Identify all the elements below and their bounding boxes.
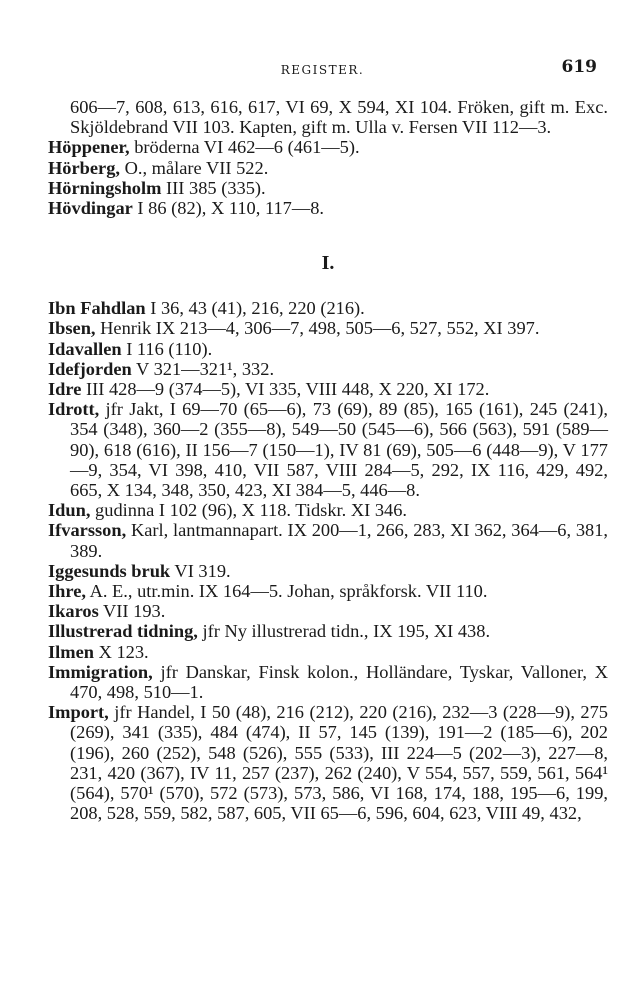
index-entry (48, 702, 608, 823)
index-term: Idre (48, 379, 82, 400)
index-references: VII 193. (98, 601, 166, 622)
index-term: Iggesunds bruk (48, 560, 171, 581)
index-references: VI 319. (170, 560, 231, 581)
index-entry (48, 137, 608, 157)
index-entry (48, 158, 608, 178)
index-entry (48, 642, 608, 662)
index-references: Karl, lantmannapart. IX 200—1, 266, 283, XI 362, 364—6, 381, 389. (70, 520, 608, 561)
index-entry (48, 339, 608, 359)
index-term: Immigration, (48, 661, 153, 682)
entries-section-i (48, 298, 608, 823)
index-entry (48, 662, 608, 702)
page-header (48, 57, 597, 85)
index-references: gudinna I 102 (96), X 118. Tidskr. XI 346. (90, 500, 408, 521)
index-term: Import, (48, 702, 109, 723)
index-term: Hörningsholm (48, 177, 162, 198)
index-references: I 116 (110). (121, 338, 213, 359)
index-entry (48, 581, 608, 601)
index-references: X 123. (93, 641, 149, 662)
index-term: Hörberg, (48, 157, 121, 178)
index-references: III 385 (335). (161, 177, 266, 198)
index-references: III 428—9 (374—5), VI 335, VIII 448, X 220, XI 172. (81, 379, 490, 400)
index-term: Ifvarsson, (48, 520, 127, 541)
page-number: 619 (561, 57, 597, 77)
index-references: O., målare VII 522. (120, 157, 269, 178)
index-term: Illustrerad tidning, (48, 621, 198, 642)
index-entry (48, 379, 608, 399)
index-references: jfr Ny illustrerad tidn., IX 195, XI 438. (197, 621, 491, 642)
index-term: Höppener, (48, 137, 130, 158)
index-entry (48, 198, 608, 218)
index-references: I 86 (82), X 110, 117—8. (132, 198, 325, 219)
index-term: Ikaros (48, 601, 99, 622)
index-term: Idrott, (48, 399, 100, 420)
index-references: I 36, 43 (41), 216, 220 (216). (145, 298, 365, 319)
entries-before-section (48, 97, 608, 218)
index-references: jfr Danskar, Finsk kolon., Holländare, Tyskar, Valloner, X 470, 498, 510—1. (70, 661, 608, 703)
index-entry (48, 359, 608, 379)
index-entry (48, 621, 608, 641)
index-entry (48, 601, 608, 621)
index-term: Idavallen (48, 338, 122, 359)
index-references: jfr Handel, I 50 (48), 216 (212), 220 (216), 232—3 (228—9), 275 (269), 341 (335), 484 (474), II 57, 145 (139), 191—2 (185—6), 202 (196), 260 (252), 548 (526), 555 (533), III 224—5 (202—3), 227—8, 231, 420 (367), IV 11, 257 (237), 262 (240), V 554, 557, 559, 561, 564¹ (564), 570¹ (570), 572 (573), 573, 586, VI 168, 174, 188, 195—6, 199, 208, 528, 559, 582, 587, 605, VII 65—6, 596, 604, 623, VIII 49, 432, (70, 702, 608, 824)
index-term: Ilmen (48, 641, 94, 662)
index-term: Idefjorden (48, 358, 132, 379)
index-entry (48, 97, 608, 137)
index-term: Ibsen, (48, 318, 96, 339)
index-references: jfr Jakt, I 69—70 (65—6), 73 (69), 89 (85), 165 (161), 245 (241), 354 (348), 360—2 (355—8), 549—50 (545—6), 566 (563), 591 (589—90), 618 (616), II 156—7 (150—1), IV 81 (69), 505—6 (448—9), V 177—9, 354, VI 398, 410, VII 587, VIII 284—5, 292, IX 116, 429, 492, 665, X 134, 348, 350, 423, XI 384—5, 446—8. (70, 399, 608, 501)
index-entry (48, 520, 608, 560)
index-references: 606—7, 608, 613, 616, 617, VI 69, X 594, XI 104. Fröken, gift m. Exc. Skjöldebrand VII 103. Kapten, gift m. Ulla v. Fersen VII 112—3. (70, 97, 608, 138)
index-entry (48, 561, 608, 581)
index-term: Idun, (48, 500, 91, 521)
index-entry (48, 178, 608, 198)
index-references: V 321—321¹, 332. (131, 358, 275, 379)
index-entry (48, 399, 608, 500)
index-entry (48, 318, 608, 338)
section-letter-heading: I. (321, 252, 335, 275)
index-term: Ibn Fahdlan (48, 298, 146, 319)
register-index (48, 97, 608, 824)
index-references: bröderna VI 462—6 (461—5). (129, 137, 360, 158)
index-term: Ihre, (48, 581, 86, 602)
running-title: REGISTER. (280, 63, 365, 77)
index-entry (48, 298, 608, 318)
index-term: Hövdingar (48, 198, 133, 219)
index-entry (48, 500, 608, 520)
index-references: Henrik IX 213—4, 306—7, 498, 505—6, 527, 552, XI 397. (95, 318, 540, 339)
index-references: A. E., utr.min. IX 164—5. Johan, språkforsk. VII 110. (85, 581, 488, 602)
